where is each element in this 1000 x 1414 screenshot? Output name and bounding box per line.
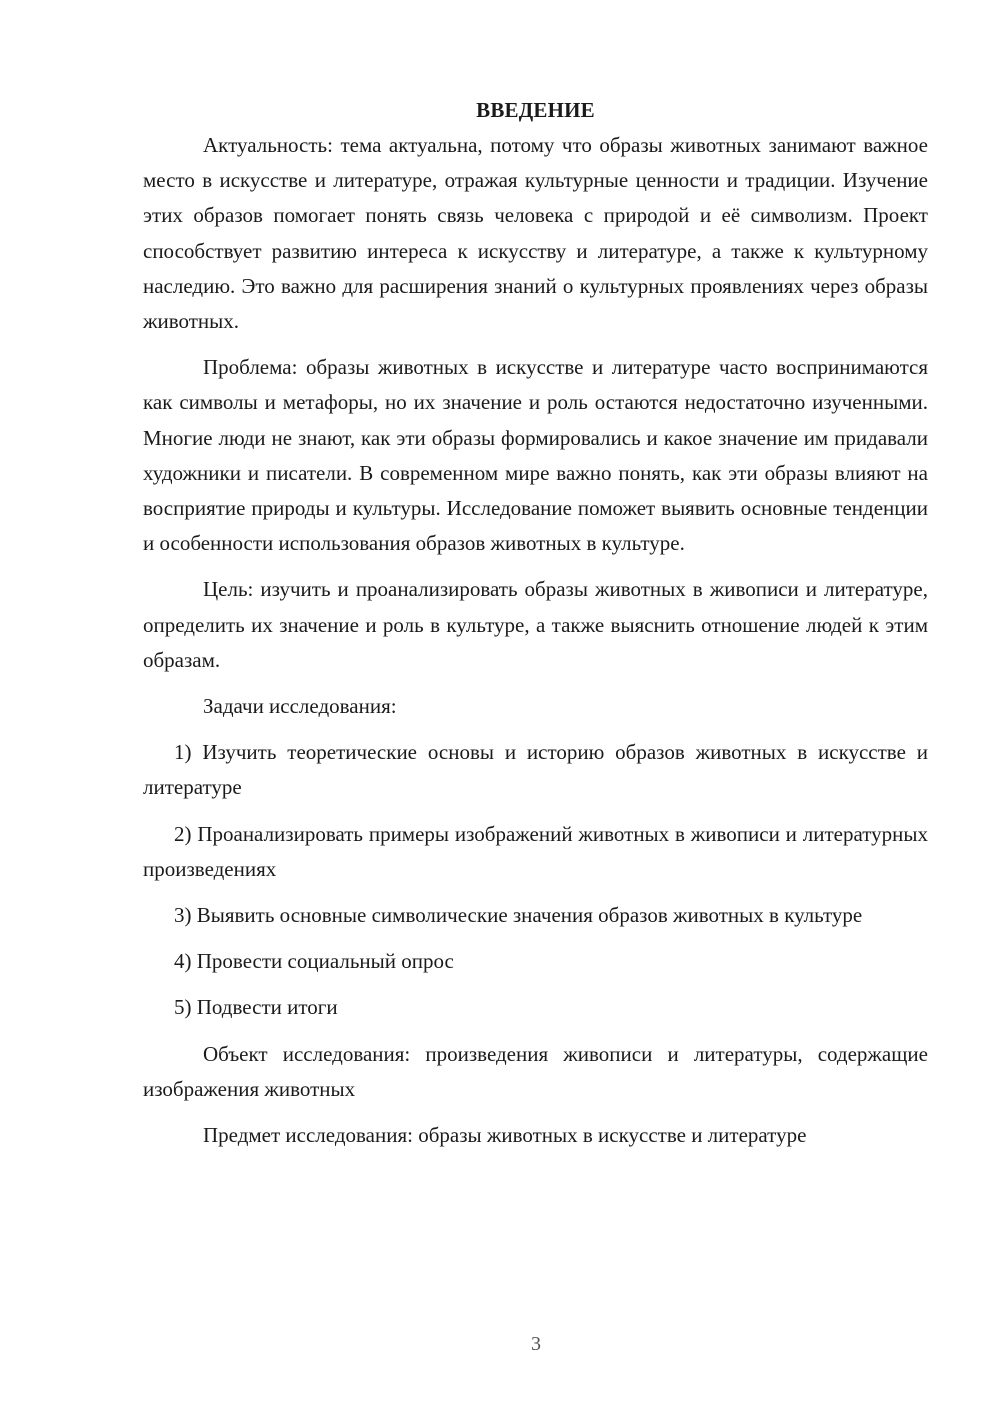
paragraph-object: Объект исследования: произведения живописи и литературы, содержащие изображения животных [143, 1041, 928, 1101]
paragraph-subject: Предмет исследования: образы животных в искусстве и литературе [203, 1123, 807, 1148]
list-item: 4) Провести социальный опрос [174, 949, 454, 974]
page-title: ВВЕДЕНИЕ [476, 98, 595, 122]
paragraph-relevance: Актуальность: тема актуальна, потому что образы животных занимают важное место в искусстве и литературе, отражая культурные ценности и традиции. Изучение этих образов помогает понять связь человека с природой и её символизм. Проект способствует развитию интереса к искусству и литературе, а также к культурному наследию. Это важно для расширения знаний о культурных проявлениях через образы животных. [143, 133, 928, 334]
paragraph-goal: Цель: изучить и проанализировать образы животных в живописи и литературе, определить их значение и роль в культуре, а также выяснить отношение людей к этим образам. [143, 577, 928, 672]
document-page [143, 92, 928, 1153]
list-item: 2) Проанализировать примеры изображений животных в живописи и литературных произведениях [143, 821, 928, 881]
paragraph-problem: Проблема: образы животных в искусстве и литературе часто воспринимаются как символы и метафоры, но их значение и роль остаются недостаточно изученными. Многие люди не знают, как эти образы формировались и какое значение им придавали художники и писатели. В современном мире важно понять, как эти образы влияют на восприятие природы и культуры. Исследование поможет выявить основные тенденции и особенности использования образов животных в культуре. [143, 355, 928, 556]
list-item: 1) Изучить теоретические основы и историю образов животных в искусстве и литературе [143, 740, 928, 800]
page-number: 3 [531, 1333, 541, 1355]
tasks-heading: Задачи исследования: [203, 694, 397, 719]
list-item: 5) Подвести итоги [174, 995, 338, 1020]
list-item: 3) Выявить основные символические значения образов животных в культуре [174, 903, 863, 928]
